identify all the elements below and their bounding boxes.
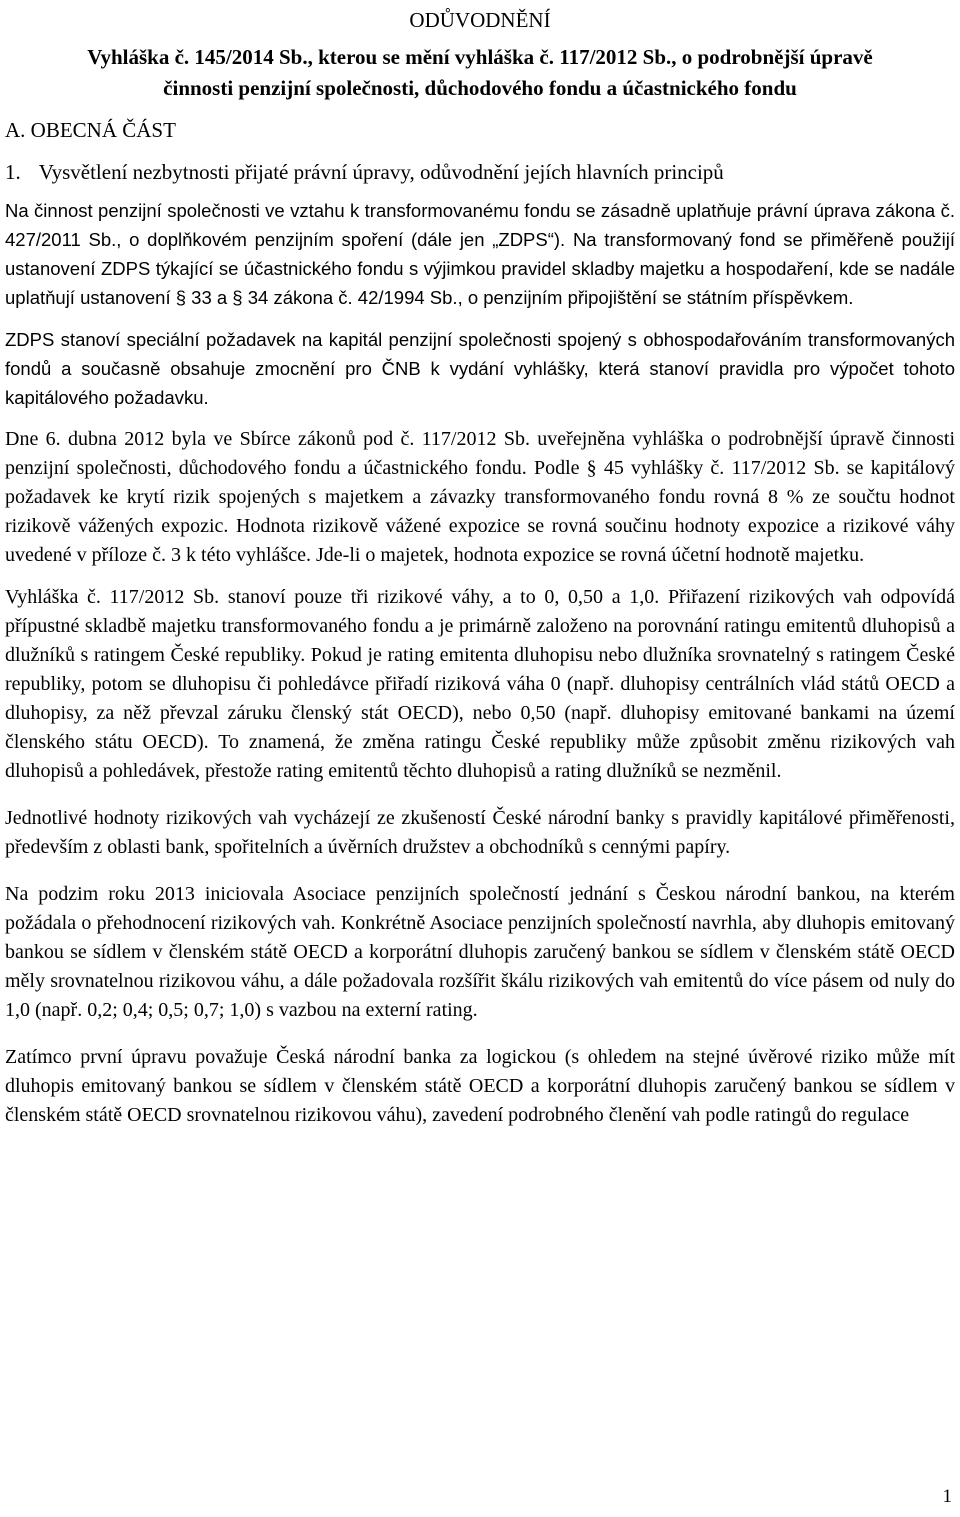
section-a-heading: A. OBECNÁ ČÁST	[5, 118, 176, 142]
section-1-number: 1.	[5, 160, 21, 184]
paragraph-6: Na podzim roku 2013 iniciovala Asociace penzijních společností jednání s Českou národní bankou, na kterém požádala o přehodnocení rizikových vah. Konkrétně Asociace penzijních společností navrhla, aby dluhopis emitovaný bankou se sídlem v členském státě OECD a korporátní dluhopis zaručený bankou se sídlem v členském státě OECD měly srovnatelnou rizikovou váhu, a dále požadovala rozšířit škálu rizikových vah emitentů do více pásem od nuly do 1,0 (např. 0,2; 0,4; 0,5; 0,7; 1,0) s vazbou na externí rating.	[5, 883, 955, 1021]
paragraph-1-part-2: Na transformovaný fond se přiměřeně použijí ustanovení ZDPS týkající se účastnického fondu s výjimkou pravidel skladby majetku a hospodaření, kde se nadále uplatňují ustanovení § 33 a § 34 zákona č. 42/1994 Sb., o penzijním připojištění se státním příspěvkem.	[5, 229, 956, 308]
document-heading-line-2: činnosti penzijní společnosti, důchodového fondu a účastnického fondu	[163, 76, 797, 100]
paragraph-5: Jednotlivé hodnoty rizikových vah vycházejí ze zkušeností České národní banky s pravidly kapitálové přiměřenosti, především z oblasti bank, spořitelních a úvěrních družstev a obchodníků s cennými papíry.	[5, 807, 955, 858]
page-number: 1	[942, 1486, 952, 1507]
document-page	[5, 0, 955, 1130]
document-title: ODŮVODNĚNÍ	[409, 8, 551, 32]
document-heading	[5, 42, 955, 104]
paragraph-1-part-1: Na činnost penzijní společnosti ve vztahu k transformovanému fondu se zásadně uplatňuje právní úprava zákona č. 427/2011 Sb., o doplňkovém penzijním spoření (dále jen „ZDPS“).	[5, 200, 955, 250]
paragraph-4: Vyhláška č. 117/2012 Sb. stanoví pouze tři rizikové váhy, a to 0, 0,50 a 1,0. Přiřazení rizikových vah odpovídá přípustné skladbě majetku transformovaného fondu a je primárně založeno na porovnání ratingu emitentů dluhopisů a dlužníků s ratingem České republiky. Pokud je rating emitenta dluhopisu nebo dlužníka srovnatelný s ratingem České republiky, potom se dluhopisu či pohledávce přiřadí riziková váha 0 (např. dluhopisy centrálních vlád států OECD a dluhopisy, za něž převzal záruku členský stát OECD), nebo 0,50 (např. dluhopisy emitované bankami na území členského státu OECD). To znamená, že změna ratingu České republiky může způsobit změnu rizikových vah dluhopisů a pohledávek, přestože rating emitentů těchto dluhopisů a rating dlužníků se nezměnil.	[5, 586, 955, 782]
paragraph-7: Zatímco první úpravu považuje Česká národní banka za logickou (s ohledem na stejné úvěrové riziko může mít dluhopis emitovaný bankou se sídlem v členském státě OECD a korporátní dluhopis zaručený bankou se sídlem v členském státě OECD srovnatelnou rizikovou váhu), zavedení podrobného členění vah podle ratingů do regulace	[5, 1046, 955, 1126]
paragraph-1	[5, 196, 955, 312]
section-1-title: Vysvětlení nezbytnosti přijaté právní úpravy, odůvodnění jejích hlavních principů	[38, 160, 724, 184]
paragraph-2: ZDPS stanoví speciální požadavek na kapitál penzijní společnosti spojený s obhospodařováním transformovaných fondů a současně obsahuje zmocnění pro ČNB k vydání vyhlášky, která stanoví pravidla pro výpočet tohoto kapitálového požadavku.	[5, 329, 955, 408]
document-heading-line-1: Vyhláška č. 145/2014 Sb., kterou se mění vyhláška č. 117/2012 Sb., o podrobnější úpravě	[87, 45, 873, 69]
paragraph-3: Dne 6. dubna 2012 byla ve Sbírce zákonů pod č. 117/2012 Sb. uveřejněna vyhláška o podrobnější úpravě činnosti penzijní společnosti, důchodového fondu a účastnického fondu. Podle § 45 vyhlášky č. 117/2012 Sb. se kapitálový požadavek ke krytí rizik spojených s majetkem a závazky transformovaného fondu rovná 8 % ze součtu hodnot rizikově vážených expozic. Hodnota rizikově vážené expozice se rovná součinu hodnoty expozice a rizikové váhy uvedené v příloze č. 3 k této vyhlášce. Jde-li o majetek, hodnota expozice se rovná účetní hodnotě majetku.	[5, 428, 955, 566]
section-1-heading	[5, 158, 955, 186]
